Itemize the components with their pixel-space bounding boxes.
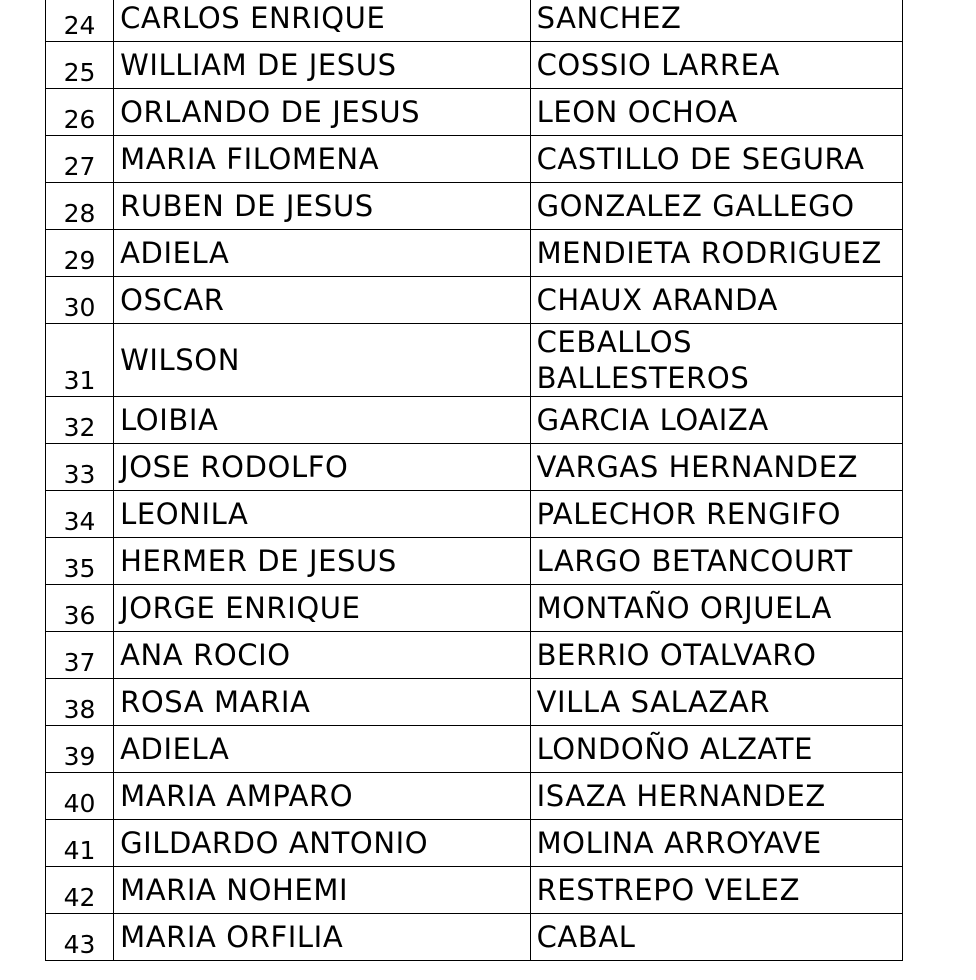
last-name-cell: ISAZA HERNANDEZ [530, 773, 902, 820]
first-name-cell: ORLANDO DE JESUS [114, 89, 530, 136]
table-row [46, 42, 903, 89]
last-name-cell: MENDIETA RODRIGUEZ [530, 230, 902, 277]
table-row [46, 491, 903, 538]
row-number: 28 [46, 183, 114, 230]
row-number: 35 [46, 538, 114, 585]
last-name-cell: SANCHEZ [530, 0, 902, 42]
last-name-cell: CASTILLO DE SEGURA [530, 136, 902, 183]
last-name-cell: RESTREPO VELEZ [530, 867, 902, 914]
table-row [46, 726, 903, 773]
table-row [46, 136, 903, 183]
last-name-cell: GARCIA LOAIZA [530, 397, 902, 444]
last-name-cell: LEON OCHOA [530, 89, 902, 136]
table-row [46, 773, 903, 820]
table-row [46, 444, 903, 491]
row-number: 41 [46, 820, 114, 867]
first-name-cell: CARLOS ENRIQUE [114, 0, 530, 42]
last-name-cell: MOLINA ARROYAVE [530, 820, 902, 867]
row-number: 40 [46, 773, 114, 820]
row-number: 43 [46, 914, 114, 961]
first-name-cell: ANA ROCIO [114, 632, 530, 679]
row-number: 37 [46, 632, 114, 679]
table-row [46, 324, 903, 397]
last-name-cell: MONTAÑO ORJUELA [530, 585, 902, 632]
row-number: 36 [46, 585, 114, 632]
table-row [46, 820, 903, 867]
row-number: 34 [46, 491, 114, 538]
first-name-cell: MARIA AMPARO [114, 773, 530, 820]
table-row [46, 397, 903, 444]
row-number: 24 [46, 0, 114, 42]
row-number: 27 [46, 136, 114, 183]
names-table-body [46, 0, 903, 961]
table-row [46, 867, 903, 914]
row-number: 29 [46, 230, 114, 277]
last-name-cell: LARGO BETANCOURT [530, 538, 902, 585]
last-name-cell: CABAL [530, 914, 902, 961]
last-name-cell: VILLA SALAZAR [530, 679, 902, 726]
row-number: 38 [46, 679, 114, 726]
last-name-cell: VARGAS HERNANDEZ [530, 444, 902, 491]
row-number: 33 [46, 444, 114, 491]
last-name-cell: BERRIO OTALVARO [530, 632, 902, 679]
table-row [46, 183, 903, 230]
last-name-cell: PALECHOR RENGIFO [530, 491, 902, 538]
first-name-cell: LEONILA [114, 491, 530, 538]
names-table [45, 0, 903, 961]
first-name-cell: RUBEN DE JESUS [114, 183, 530, 230]
table-row [46, 914, 903, 961]
first-name-cell: HERMER DE JESUS [114, 538, 530, 585]
first-name-cell: MARIA ORFILIA [114, 914, 530, 961]
first-name-cell: ADIELA [114, 726, 530, 773]
last-name-cell: GONZALEZ GALLEGO [530, 183, 902, 230]
table-row [46, 277, 903, 324]
table-row [46, 632, 903, 679]
first-name-cell: WILLIAM DE JESUS [114, 42, 530, 89]
last-name-cell: LONDOÑO ALZATE [530, 726, 902, 773]
table-row [46, 585, 903, 632]
first-name-cell: MARIA FILOMENA [114, 136, 530, 183]
first-name-cell: ROSA MARIA [114, 679, 530, 726]
row-number: 25 [46, 42, 114, 89]
first-name-cell: MARIA NOHEMI [114, 867, 530, 914]
first-name-cell: LOIBIA [114, 397, 530, 444]
first-name-cell: JOSE RODOLFO [114, 444, 530, 491]
row-number: 39 [46, 726, 114, 773]
first-name-cell: JORGE ENRIQUE [114, 585, 530, 632]
row-number: 30 [46, 277, 114, 324]
row-number: 32 [46, 397, 114, 444]
table-row [46, 89, 903, 136]
first-name-cell: WILSON [114, 324, 530, 397]
last-name-cell: CEBALLOS BALLESTEROS [530, 324, 902, 397]
table-row [46, 679, 903, 726]
first-name-cell: GILDARDO ANTONIO [114, 820, 530, 867]
first-name-cell: OSCAR [114, 277, 530, 324]
row-number: 31 [46, 324, 114, 397]
first-name-cell: ADIELA [114, 230, 530, 277]
last-name-cell: COSSIO LARREA [530, 42, 902, 89]
table-row [46, 538, 903, 585]
table-row [46, 230, 903, 277]
table-row [46, 0, 903, 42]
last-name-cell: CHAUX ARANDA [530, 277, 902, 324]
row-number: 26 [46, 89, 114, 136]
row-number: 42 [46, 867, 114, 914]
